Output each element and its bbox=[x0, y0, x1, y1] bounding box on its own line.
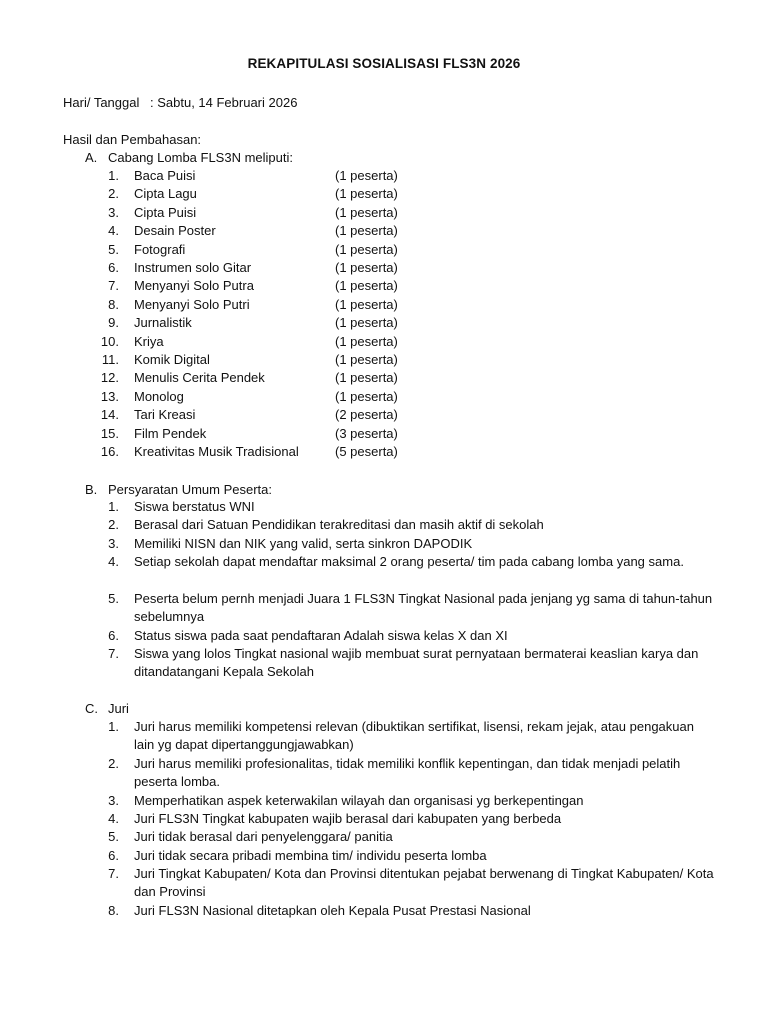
list-item-number: 7. bbox=[108, 646, 119, 661]
participant-count: (1 peserta) bbox=[335, 296, 398, 312]
list-item-number: 11. bbox=[101, 352, 119, 367]
requirement-text: Berasal dari Satuan Pendidikan terakreditasi dan masih aktif di sekolah bbox=[134, 517, 544, 532]
section-b-title: Persyaratan Umum Peserta: bbox=[108, 482, 273, 497]
list-item-number: 6. bbox=[108, 628, 119, 643]
list-item-number: 2. bbox=[108, 517, 119, 532]
list-item-number: 7. bbox=[108, 278, 119, 294]
list-item-number: 7. bbox=[108, 866, 119, 881]
participant-count: (1 peserta) bbox=[335, 168, 398, 183]
competition-name: Cipta Puisi bbox=[134, 204, 197, 220]
participant-count: (2 peserta) bbox=[335, 407, 398, 423]
document-title: REKAPITULASI SOSIALISASI FLS3N 2026 bbox=[247, 56, 521, 71]
list-item-number: 8. bbox=[108, 296, 119, 312]
competition-name: Menyanyi Solo Putra bbox=[134, 278, 254, 294]
participant-count: (1 peserta) bbox=[335, 278, 398, 294]
list-item-number: 4. bbox=[108, 223, 119, 239]
competition-name: Instrumen solo Gitar bbox=[134, 260, 252, 275]
participant-count: (1 peserta) bbox=[335, 352, 398, 367]
requirement-text: Peserta belum pernh menjadi Juara 1 FLS3N Tingkat Nasional pada jenjang yg sama di tahun-tahun sebelumnya bbox=[134, 591, 713, 625]
participant-count: (1 peserta) bbox=[335, 186, 398, 202]
list-item-number: 13. bbox=[100, 388, 119, 404]
list-item-number: 5. bbox=[108, 829, 119, 844]
participant-count: (1 peserta) bbox=[335, 370, 398, 386]
competition-name: Kreativitas Musik Tradisional bbox=[134, 444, 299, 459]
list-item-number: 9. bbox=[108, 315, 119, 331]
participant-count: (1 peserta) bbox=[335, 223, 398, 239]
participant-count: (1 peserta) bbox=[335, 388, 398, 404]
list-item-number: 14. bbox=[100, 407, 119, 423]
competition-name: Menulis Cerita Pendek bbox=[134, 370, 265, 386]
requirement-text: Status siswa pada saat pendaftaran Adalah siswa kelas X dan XI bbox=[134, 628, 508, 643]
list-item-number: 8. bbox=[108, 903, 119, 918]
section-a-letter: A. bbox=[85, 150, 98, 165]
section-b-letter: B. bbox=[85, 482, 98, 497]
competition-name: Jurnalistik bbox=[134, 315, 192, 331]
requirement-text: Setiap sekolah dapat mendaftar maksimal 2 orang peserta/ tim pada cabang lomba yang sama. bbox=[134, 554, 684, 569]
section-c-title: Juri bbox=[108, 701, 129, 716]
participant-count: (1 peserta) bbox=[335, 204, 398, 220]
list-item-number: 4. bbox=[108, 811, 119, 826]
list-item-number: 6. bbox=[108, 848, 119, 863]
competition-name: Film Pendek bbox=[134, 425, 207, 441]
judge-rule-text: Juri FLS3N Nasional ditetapkan oleh Kepala Pusat Prestasi Nasional bbox=[134, 903, 531, 918]
requirement-text: Memiliki NISN dan NIK yang valid, serta sinkron DAPODIK bbox=[134, 536, 473, 551]
list-item-number: 4. bbox=[108, 554, 119, 569]
requirement-text: Siswa yang lolos Tingkat nasional wajib membuat surat pernyataan bermaterai keaslian karya dan ditandatangani Kepala Sekolah bbox=[134, 646, 699, 680]
judge-rule-text: Juri harus memiliki kompetensi relevan (dibuktikan sertifikat, lisensi, rekam jejak, atau pengakuan lain yg dapat dipertanggungjawabkan) bbox=[134, 719, 694, 753]
list-item-number: 1. bbox=[108, 719, 119, 734]
judge-rule-text: Juri FLS3N Tingkat kabupaten wajib berasal dari kabupaten yang berbeda bbox=[134, 811, 562, 826]
list-item-number: 15. bbox=[100, 425, 119, 441]
list-item-number: 5. bbox=[108, 241, 119, 257]
judge-rule-text: Juri tidak berasal dari penyelenggara/ panitia bbox=[134, 829, 393, 844]
competition-name: Monolog bbox=[134, 388, 184, 404]
competition-name: Baca Puisi bbox=[134, 168, 196, 183]
list-item-number: 2. bbox=[108, 186, 119, 202]
list-item-number: 10. bbox=[100, 333, 119, 349]
list-item-number: 3. bbox=[108, 793, 119, 808]
results-heading: Hasil dan Pembahasan: bbox=[63, 132, 202, 147]
date-value: : Sabtu, 14 Februari 2026 bbox=[150, 95, 298, 110]
competition-name: Cipta Lagu bbox=[134, 186, 197, 202]
list-item-number: 3. bbox=[108, 536, 119, 551]
judge-rule-text: Juri Tingkat Kabupaten/ Kota dan Provinsi ditentukan pejabat berwenang di Tingkat Kabupaten/ Kota dan Provinsi bbox=[134, 866, 714, 900]
date-label: Hari/ Tanggal bbox=[63, 95, 140, 110]
competition-name: Komik Digital bbox=[134, 352, 210, 367]
list-item-number: 16. bbox=[100, 444, 119, 459]
judge-rule-text: Memperhatikan aspek keterwakilan wilayah dan organisasi yg berkepentingan bbox=[134, 793, 584, 808]
list-item-number: 1. bbox=[108, 168, 119, 183]
participant-count: (1 peserta) bbox=[335, 333, 398, 349]
requirement-text: Siswa berstatus WNI bbox=[134, 499, 255, 514]
section-c-letter: C. bbox=[85, 701, 98, 716]
competition-name: Kriya bbox=[134, 333, 164, 349]
list-item-number: 5. bbox=[108, 591, 119, 606]
participant-count: (5 peserta) bbox=[335, 444, 398, 459]
competition-name: Desain Poster bbox=[134, 223, 216, 239]
participant-count: (1 peserta) bbox=[335, 315, 398, 331]
judge-rule-text: Juri harus memiliki profesionalitas, tidak memiliki konflik kepentingan, dan tidak menjadi pelatih peserta lomba. bbox=[134, 756, 681, 790]
section-a-title: Cabang Lomba FLS3N meliputi: bbox=[108, 150, 293, 165]
participant-count: (1 peserta) bbox=[335, 241, 398, 257]
list-item-number: 2. bbox=[108, 756, 119, 771]
list-item-number: 6. bbox=[108, 260, 119, 275]
competition-name: Tari Kreasi bbox=[134, 407, 196, 423]
list-item-number: 3. bbox=[108, 204, 119, 220]
list-item-number: 1. bbox=[108, 499, 119, 514]
competition-name: Menyanyi Solo Putri bbox=[134, 296, 250, 312]
judge-rule-text: Juri tidak secara pribadi membina tim/ individu peserta lomba bbox=[134, 848, 487, 863]
competition-name: Fotografi bbox=[134, 241, 186, 257]
list-item-number: 12. bbox=[100, 370, 119, 386]
participant-count: (1 peserta) bbox=[335, 260, 398, 275]
participant-count: (3 peserta) bbox=[335, 425, 398, 441]
